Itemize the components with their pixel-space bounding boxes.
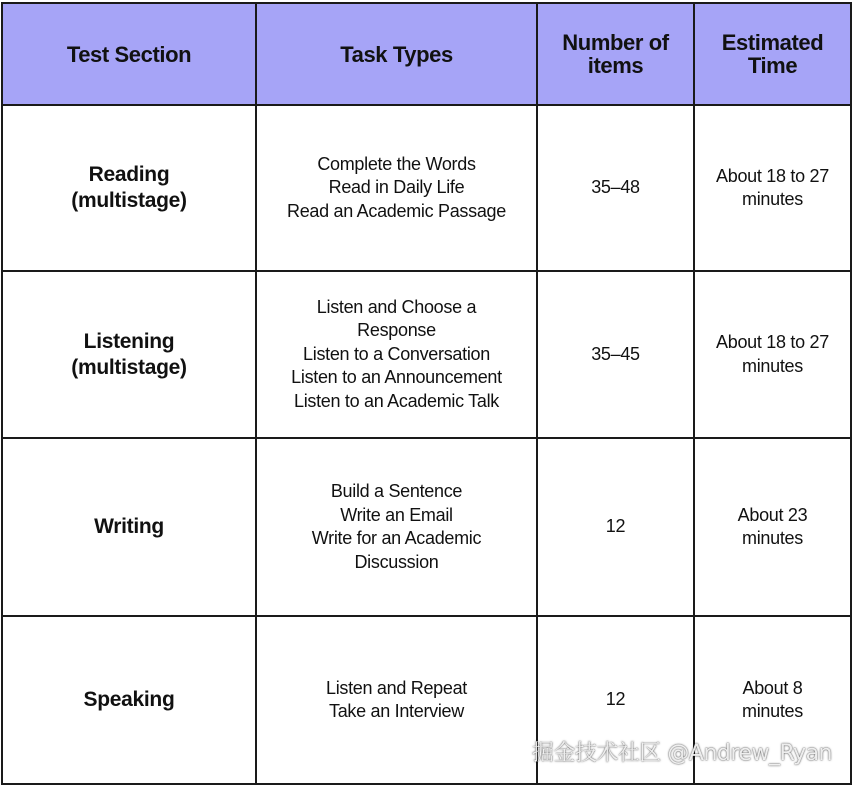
items-count-cell-listening: 35–45 <box>538 272 695 439</box>
task-types-cell-writing <box>257 439 538 617</box>
test-sections-table <box>1 2 852 785</box>
task-types-cell-listening <box>257 272 538 439</box>
task-item: Read an Academic Passage <box>287 200 506 221</box>
task-item: Listen and Repeat <box>325 677 467 698</box>
estimated-time-cell-writing: About 23 minutes <box>695 439 850 617</box>
task-item: Read in Daily Life <box>328 177 465 198</box>
header-task-types: Task Types <box>257 4 538 106</box>
task-types-cell-reading <box>257 106 538 272</box>
items-count-cell-speaking: 12 <box>538 617 695 783</box>
header-estimated-time: Estimated Time <box>695 4 850 106</box>
task-item: Write an Email <box>340 504 453 525</box>
task-item: Take an Interview <box>329 701 464 721</box>
estimated-time-cell-listening: About 18 to 27 minutes <box>695 272 850 439</box>
section-cell-speaking <box>3 617 257 783</box>
header-number-of-items: Number of items <box>538 4 695 106</box>
items-count-cell-writing: 12 <box>538 439 695 617</box>
task-item: Complete the Words <box>317 153 476 174</box>
section-cell-writing <box>3 439 257 617</box>
header-test-section: Test Section <box>3 4 257 106</box>
task-item: Write for an Academic <box>311 528 482 548</box>
section-name: Writing <box>94 515 164 538</box>
watermark-text: 掘金技术社区 @Andrew_Ryan <box>531 741 832 766</box>
section-subtitle: (multistage) <box>71 355 187 379</box>
task-types-cell-speaking <box>257 617 538 783</box>
estimated-time-cell-reading: About 18 to 27 minutes <box>695 106 850 272</box>
task-item: Build a Sentence <box>330 481 463 501</box>
section-subtitle: (multistage) <box>71 189 187 212</box>
task-item: Listen to an Announcement <box>291 367 502 388</box>
task-item: Discussion <box>354 551 439 572</box>
task-item: Listen to a Conversation <box>303 343 490 364</box>
section-name: Reading <box>88 163 170 186</box>
estimated-time-cell-speaking: About 8 minutes <box>742 677 803 721</box>
task-item: Response <box>357 320 436 341</box>
items-count-cell-reading: 35–48 <box>538 106 695 272</box>
task-item: Listen to an Academic Talk <box>293 390 499 411</box>
section-name: Speaking <box>83 688 175 711</box>
section-name: Listening <box>83 329 175 353</box>
section-cell-reading <box>3 106 257 272</box>
section-cell-listening <box>3 272 257 439</box>
task-item: Listen and Choose a <box>316 296 477 317</box>
